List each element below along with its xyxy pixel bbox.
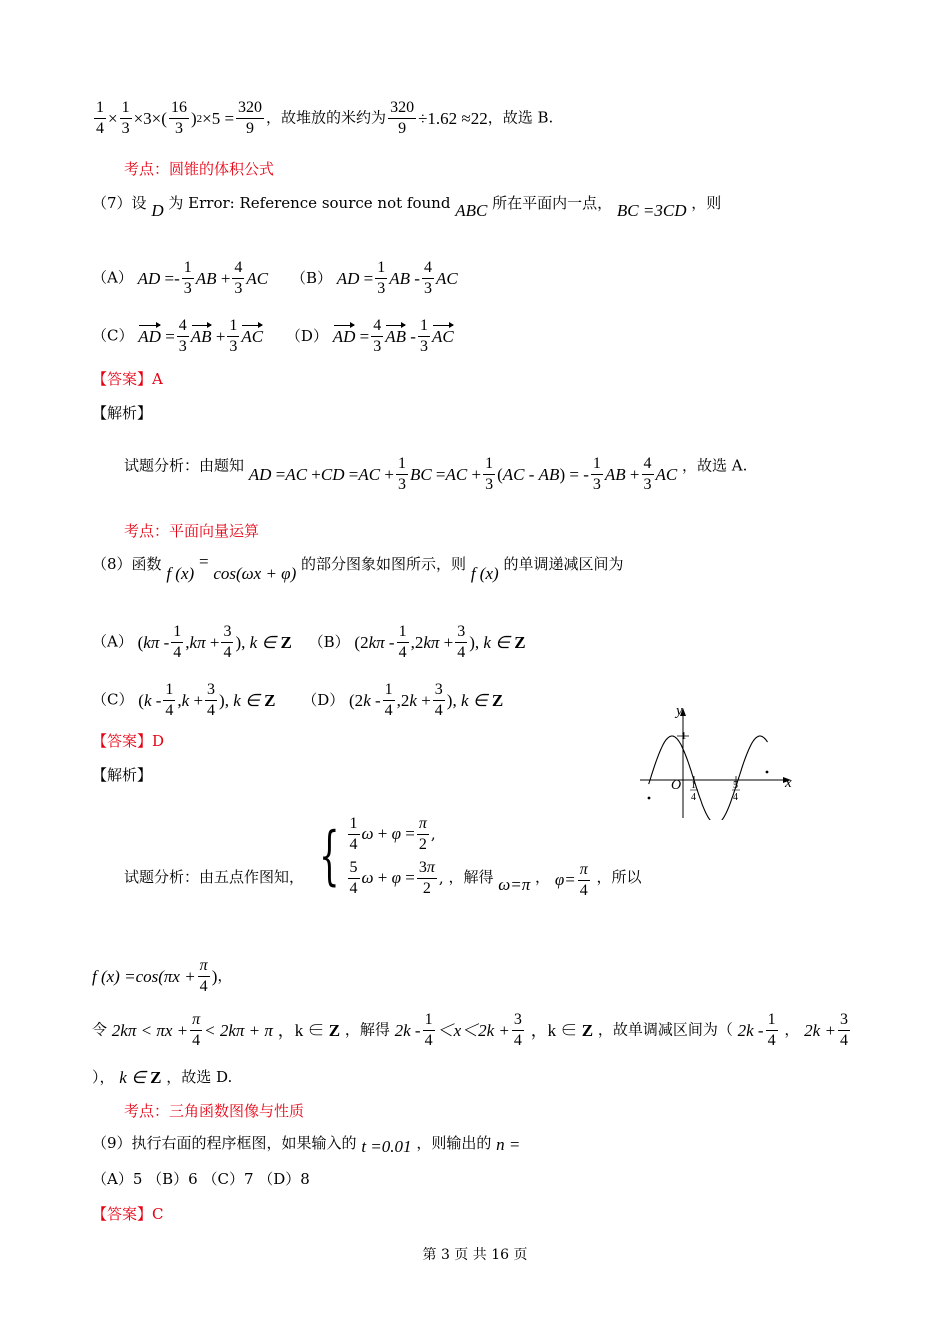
q9-options: （A）5 （B）6 （C）7 （D）8	[92, 1170, 310, 1188]
knowledge-point-1: 考点：圆锥的体积公式	[124, 160, 275, 178]
q7-options-cd: （C） AD = $\frac{4}{3}$ AB + $\frac{1}{3}$ AC （D） AD = $\frac{4}{3}$ AB - $\frac{1}{3}$ AC	[92, 317, 454, 355]
solution-8-interval: 令 2kπ < πx + $\frac{\pi}{4}$ < 2kπ + π ，k ∈ Z ，解得 2k - $\frac{1}{4}$ ＜x＜2k + $\frac{3}{4}$ ，k ∈ Z ，故单调减区间为（ 2k - $\frac{1}{4}$ ， 2k + $\frac{3}{4}$	[92, 1011, 848, 1049]
volume-calc-line: $\frac{1}{4}$ × $\frac{1}{3}$ ×3×( $\frac{16}{3}$ ) 2 ×5 = $\frac{320}{9}$ ，故堆放的米约为 $\frac{320}{9}$ ÷1.62 ≈22 ，故选 B.	[92, 98, 553, 139]
cosine-curve	[649, 736, 768, 820]
y-label: y	[676, 703, 683, 719]
q8-options-cd: （C） ( k - $\frac{1}{4}$ , k + $\frac{3}{4}$ ), k ∈ Z （D） (2 k - $\frac{1}{4}$ ,2 k + $\frac{3}{4}$ ), k ∈ Z	[92, 681, 504, 719]
option-a: ( kπ - $\frac{1}{4}$ , kπ + $\frac{3}{4}$ ), k ∈ Z	[137, 623, 292, 661]
answer-9: 【答案】C	[92, 1205, 164, 1223]
option-c: ( k - $\frac{1}{4}$ , k + $\frac{3}{4}$ ), k ∈ Z	[138, 681, 276, 719]
solution-7: 试题分析：由题知 AD = AC + CD = AC + $\frac{1}{3}$ BC = AC + $\frac{1}{3}$ ( AC - AB ) = - $\frac{1}{3}$ AB + $\frac{4}{3}$ AC ，故选 A.	[124, 455, 748, 493]
tick-five-num: 5	[733, 780, 738, 791]
x-label: x	[785, 775, 792, 791]
knowledge-point-3: 考点：三角函数图像与性质	[124, 1102, 305, 1120]
origin-label: O	[671, 778, 682, 793]
option-c: AD = $\frac{4}{3}$ AB + $\frac{1}{3}$ AC	[138, 317, 264, 355]
volume-formula: $\frac{1}{4}$ × $\frac{1}{3}$ ×3×( $\frac{16}{3}$ ) 2 ×5 = $\frac{320}{9}$	[96, 99, 263, 137]
q7-options-ab: （A） AD =- $\frac{1}{3}$ AB + $\frac{4}{3}$ AC （B） AD = $\frac{1}{3}$ AB - $\frac{4}{3}$ AC	[92, 259, 458, 297]
solution-8-conclusion: ）， k ∈ Z ，故选 D.	[92, 1068, 233, 1087]
fx-expression: f (x) =cos(πx + $\frac{\pi}{4}$ ) ，	[92, 957, 233, 995]
option-a: AD =- $\frac{1}{3}$ AB + $\frac{4}{3}$ AC	[137, 259, 269, 297]
option-d: AD = $\frac{4}{3}$ AB - $\frac{1}{3}$ AC	[332, 317, 454, 355]
option-b: (2 kπ - $\frac{1}{4}$ ,2 kπ + $\frac{3}{4}$ ), k ∈ Z	[354, 623, 526, 661]
curve-end-dot	[766, 771, 769, 774]
q8-options-ab: （A） ( kπ - $\frac{1}{4}$ , kπ + $\frac{3}{4}$ ), k ∈ Z （B） (2 kπ - $\frac{1}{4}$ ,2 kπ + $\frac{3}{4}$ ), k ∈ Z	[92, 623, 526, 661]
answer-7: 【答案】A	[92, 370, 163, 388]
y-one-label: 1	[681, 730, 687, 742]
option-d: (2 k - $\frac{1}{4}$ ,2 k + $\frac{3}{4}$ ), k ∈ Z	[349, 681, 504, 719]
question-9: （9）执行右面的程序框图，如果输入的 t =0.01 ，则输出的 n =	[92, 1134, 521, 1156]
solution-7-equation: AD = AC + CD = AC + $\frac{1}{3}$ BC = AC + $\frac{1}{3}$ ( AC - AB ) = - $\frac{1}{3}$ AB + $\frac{4}{3}$ AC	[248, 455, 678, 493]
question-7: （7）设 D 为 Error: Reference source not found ABC 所在平面内一点， BC =3CD ，则	[92, 194, 722, 220]
tick-five-den: 4	[733, 792, 738, 803]
analysis-7-label: 【解析】	[92, 404, 153, 422]
tick-quarter-den: 4	[691, 792, 696, 803]
curve-start-dot	[648, 797, 651, 800]
option-b: AD = $\frac{1}{3}$ AB - $\frac{4}{3}$ AC	[336, 259, 458, 297]
page-footer: 第 3 页 共 16 页	[422, 1247, 528, 1263]
solution-8: 试题分析：由五点作图知， { $\frac{1}{4}$ ω + φ = $\frac{\pi}{2}$ , $\frac{5}{4}$ ω + φ = $\frac{3\pi}{2}$ , ，解得 ω=π ， φ= $\frac{\pi}{4}$ ，所以	[124, 812, 642, 900]
question-8: （8）函数 f (x) = cos(ωx + φ) 的部分图象如图所示，则 f (x) 的单调递减区间为	[92, 552, 624, 583]
knowledge-point-2: 考点：平面向量运算	[124, 522, 260, 540]
analysis-8-label: 【解析】	[92, 766, 153, 784]
equation-system: { $\frac{1}{4}$ ω + φ = $\frac{\pi}{2}$ , $\frac{5}{4}$ ω + φ = $\frac{3\pi}{2}$ ,	[318, 814, 444, 897]
tick-quarter-num: 1	[691, 780, 696, 791]
answer-8: 【答案】D	[92, 732, 165, 750]
cosine-graph	[635, 700, 805, 820]
